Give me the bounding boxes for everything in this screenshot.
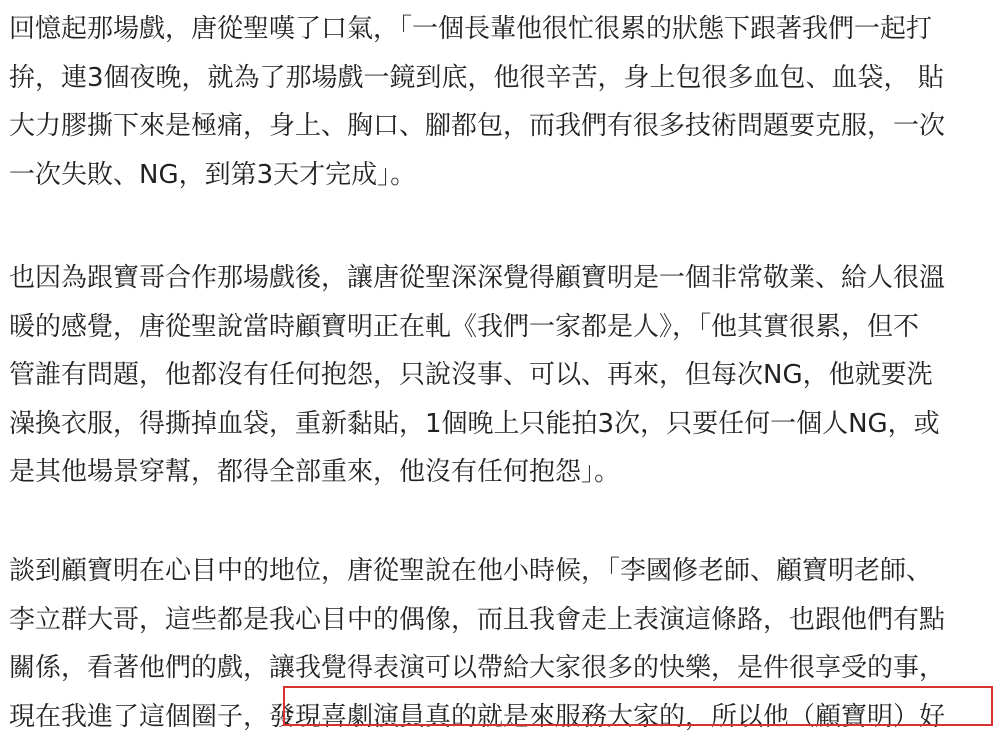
text-line: 管誰有問題，他都沒有任何抱怨，只說沒事、可以、再來，但每次NG，他就要洗 (9, 351, 994, 400)
text-line: 一次失敗、NG，到第3天才完成」。 (9, 151, 994, 200)
text-line: 是其他場景穿幫，都得全部重來，他沒有任何抱怨」。 (9, 448, 994, 497)
text-line: 拚，連3個夜晚，就為了那場戲一鏡到底，他很辛苦，身上包很多血包、血袋， 貼 (9, 54, 994, 103)
text-line: 關係，看著他們的戲，讓我覺得表演可以帶給大家很多的快樂，是件很享受的事， (9, 644, 994, 693)
paragraph-3 (9, 547, 994, 741)
text-line: 暖的感覺，唐從聖說當時顧寶明正在軋《我們一家都是人》，「他其實很累，但不 (9, 303, 994, 352)
text-line: 也因為跟寶哥合作那場戲後，讓唐從聖深深覺得顧寶明是一個非常敬業、給人很溫 (9, 254, 994, 303)
text-line: 現在我進了這個圈子，發現喜劇演員真的就是來服務大家的，所以他（顧寶明）好 (9, 693, 994, 741)
text-line: 談到顧寶明在心目中的地位，唐從聖說在他小時候，「李國修老師、顧寶明老師、 (9, 547, 994, 596)
text-line: 澡換衣服，得撕掉血袋，重新黏貼，1個晚上只能拍3次，只要任何一個人NG，或 (9, 400, 994, 449)
text-line: 回憶起那場戲，唐從聖嘆了口氣，「一個長輩他很忙很累的狀態下跟著我們一起打 (9, 5, 994, 54)
text-line: 李立群大哥，這些都是我心目中的偶像，而且我會走上表演這條路，也跟他們有點 (9, 596, 994, 645)
paragraph-2 (9, 254, 994, 497)
paragraph-1 (9, 5, 994, 199)
text-line: 大力膠撕下來是極痛，身上、胸口、腳都包，而我們有很多技術問題要克服，一次 (9, 102, 994, 151)
